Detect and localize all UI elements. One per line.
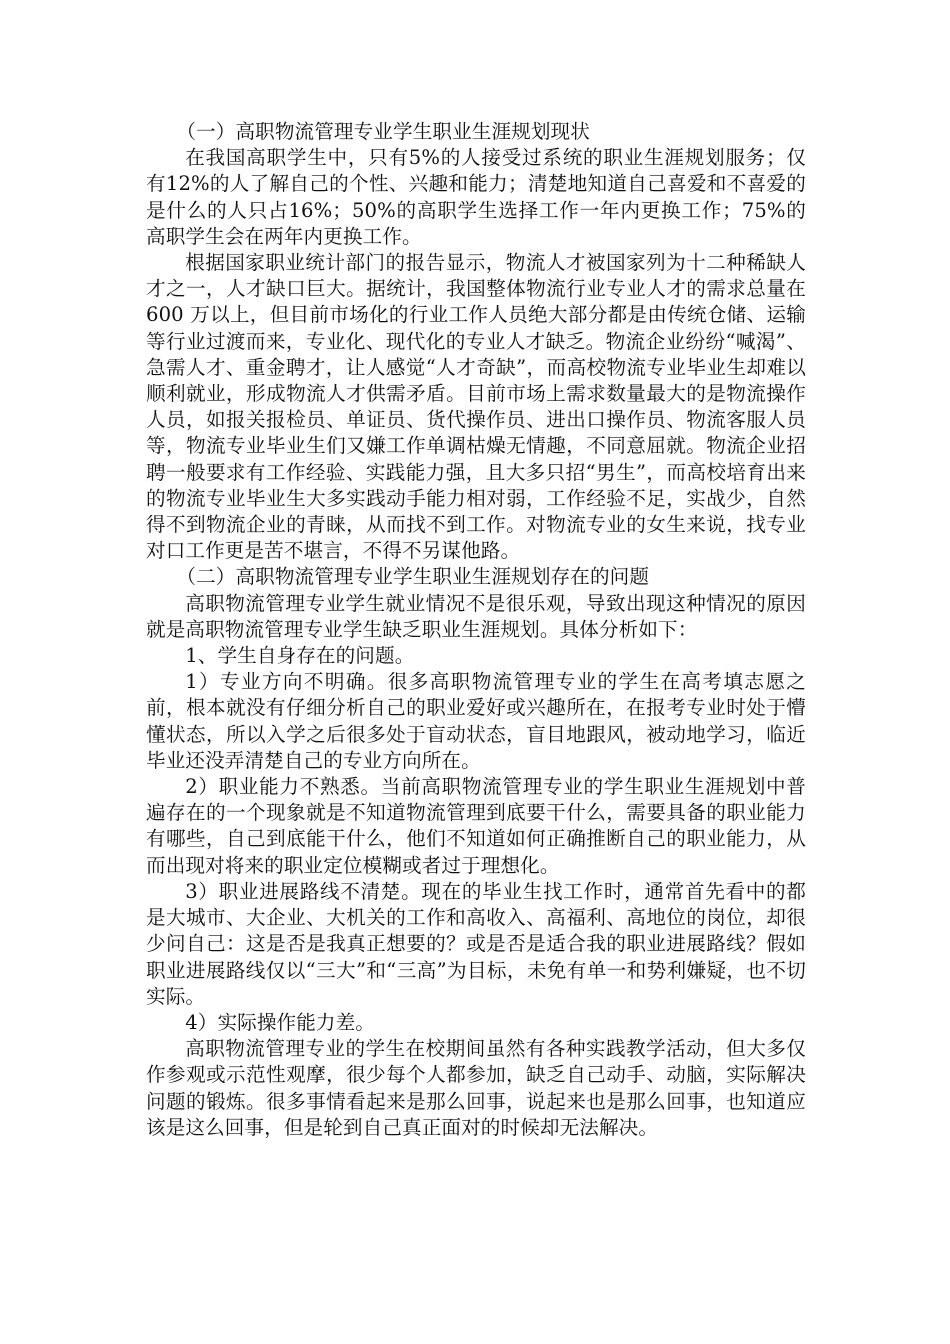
paragraph-logistics-talent: 根据国家职业统计部门的报告显示，物流人才被国家列为十二种稀缺人才之一，人才缺口巨大。据统计，我国整体物流行业专业人才的需求总量在600 万以上，但目前市场化的行业工作人员绝大部分都是由传统仓储、运输等行业过渡而来，专业化、现代化的专业人才缺乏。物流企业纷纷“喊渴”、急需人才、重金聘才，让人感觉“人才奇缺”，而高校物流专业毕业生却难以顺利就业，形成物流人才供需矛盾。目前市场上需求数量最大的是物流操作人员，如报关报检员、单证员、货代操作员、进出口操作员、物流客服人员等，物流专业毕业生们又嫌工作单调枯燥无情趣，不同意屈就。物流企业招聘一般要求有工作经验、实践能力强，且大多只招“男生”，而高校培育出来的物流专业毕业生大多实践动手能力相对弱，工作经验不足，实战少，自然得不到物流企业的青睐，从而找不到工作。对物流专业的女生来说，找专业对口工作更是苦不堪言，不得不另谋他路。 [146, 251, 806, 563]
paragraph-point-3: 3）职业进展路线不清楚。现在的毕业生找工作时，通常首先看中的都是大城市、大企业、大机关的工作和高收入、高福利、高地位的岗位，却很少问自己：这是否是我真正想要的？或是否是适合我的职业进展路线？假如职业进展路线仅以“三大”和“三高”为目标，未免有单一和势利嫌疑，也不切实际。 [146, 879, 806, 1008]
document-body [146, 119, 806, 1141]
paragraph-point-4-body: 高职物流管理专业的学生在校期间虽然有各种实践教学活动，但大多仅作参观或示范性观摩，很少每个人都参加，缺乏自己动手、动脑，实际解决问题的锻炼。很多事情看起来是那么回事，说起来也是那么回事，也知道应该是这么回事，但是轮到自己真正面对的时候却无法解决。 [146, 1037, 806, 1139]
paragraph-survey-stats: 在我国高职学生中，只有5%的人接受过系统的职业生涯规划服务；仅有12%的人了解自己的个性、兴趣和能力；清楚地知道自己喜爱和不喜爱的是什么的人只占16%；50%的高职学生选择工作一年内更换工作；75%的高职学生会在两年内更换工作。 [146, 146, 806, 248]
section-heading-1: （一）高职物流管理专业学生职业生涯规划现状 [176, 120, 590, 143]
section-heading-2: （二）高职物流管理专业学生职业生涯规划存在的问题 [176, 565, 650, 589]
paragraph-point-1: 1）专业方向不明确。很多高职物流管理专业的学生在高考填志愿之前，根本就没有仔细分析自己的职业爱好或兴趣所在，在报考专业时处于懵懂状态，所以入学之后很多处于盲动状态，盲目地跟风，被动地学习，临近毕业还没弄清楚自己的专业方向所在。 [146, 670, 806, 772]
paragraph-employment-analysis: 高职物流管理专业学生就业情况不是很乐观，导致出现这种情况的原因就是高职物流管理专业学生缺乏职业生涯规划。具体分析如下： [146, 591, 806, 641]
paragraph-point-2: 2）职业能力不熟悉。当前高职物流管理专业的学生职业生涯规划中普遍存在的一个现象就是不知道物流管理到底要干什么，需要具备的职业能力有哪些，自己到底能干什么，他们不知道如何正确推断自己的职业能力，从而出现对将来的职业定位模糊或者过于理想化。 [146, 775, 806, 877]
paragraph-point-4-title: 4）实际操作能力差。 [185, 1010, 375, 1034]
subheading-student-problems: 1、学生自身存在的问题。 [185, 644, 415, 668]
